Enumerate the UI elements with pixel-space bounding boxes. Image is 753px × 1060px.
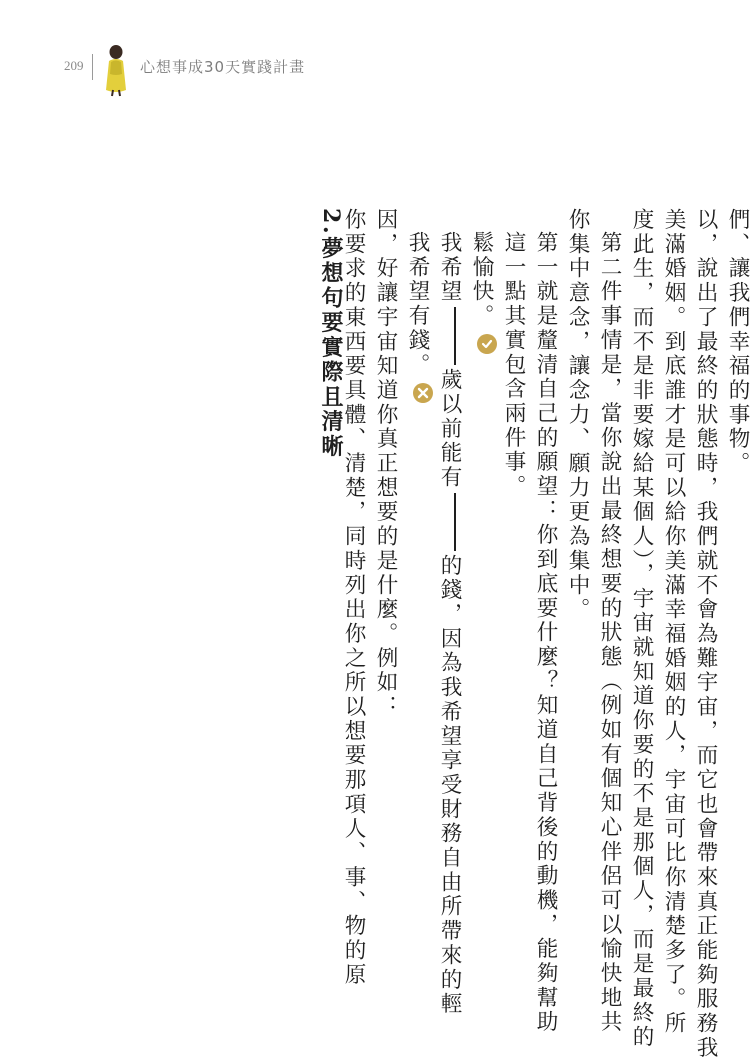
example-good-cont	[465, 231, 497, 360]
girl-figure-icon	[100, 44, 132, 96]
header-divider	[92, 54, 93, 80]
check-mark-icon	[477, 334, 497, 354]
fill-in-blank	[454, 307, 456, 365]
example-bad	[401, 231, 433, 409]
text-line: 你集中意念，讓念力、願力更為集中。	[565, 208, 590, 622]
text-line: 們、讓我們幸福的事物。	[725, 208, 750, 476]
text-line: 美滿婚姻。到底誰才是可以給你美滿幸福婚姻的人，宇宙可比你清楚多了。所	[661, 208, 686, 1036]
book-title: 心想事成30天實踐計畫	[140, 58, 306, 76]
text-line: 度此生，而不是非要嫁給某個人），宇宙就知道你要的不是那個人，而是最終的	[629, 208, 654, 1050]
text-line: 第一就是釐清自己的願望：你到底要什麼？知道自己背後的動機，能夠幫助	[533, 231, 558, 1035]
cross-mark-icon	[413, 383, 433, 403]
fill-in-blank	[454, 493, 456, 551]
example-good-part-3: 的錢，因為我希望享受財務自由所帶來的輕	[437, 553, 462, 1017]
page-number: 209	[64, 58, 84, 73]
text-line: 第二件事情是，當你說出最終想要的狀態（例如有個知心伴侶可以愉快地共	[597, 231, 622, 1035]
example-good-part-1: 我希望	[437, 231, 462, 305]
text-line: 以，說出了最終的狀態時，我們就不會為難宇宙，而它也會帶來真正能夠服務我	[693, 208, 718, 1060]
section-heading: 2.夢想句要實際且清晰	[318, 208, 344, 460]
example-good-part-4: 鬆愉快。	[469, 231, 494, 329]
text-line: 你要求的東西要具體、清楚，同時列出你之所以想要那項人、事、物的原	[341, 208, 366, 988]
example-good	[433, 231, 465, 1016]
example-bad-text: 我希望有錢。	[405, 231, 430, 378]
text-line: 因，好讓宇宙知道你真正想要的是什麼。例如：	[373, 208, 398, 720]
page-header	[0, 0, 663, 100]
text-line: 這一點其實包含兩件事。	[501, 231, 526, 499]
example-good-part-2: 歲以前能有	[437, 368, 462, 490]
